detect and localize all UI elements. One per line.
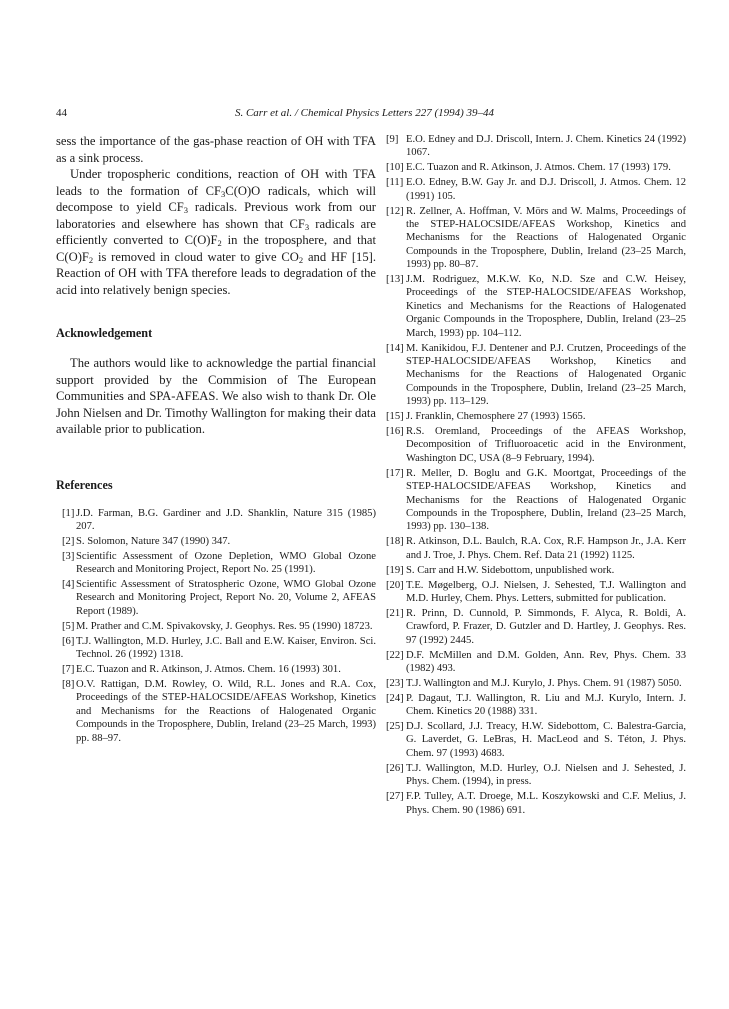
right-column: [386, 133, 686, 818]
reference-item: [24] P. Dagaut, T.J. Wallington, R. Liu and M.J. Kurylo, Intern. J. Chem. Kinetics 20 (1988) 331.: [386, 692, 686, 718]
acknowledgement-heading: Acknowledgement: [56, 326, 153, 340]
reference-list-right: [386, 133, 686, 817]
reference-item: [15] J. Franklin, Chemosphere 27 (1993) 1565.: [386, 411, 586, 423]
reference-item: [10] E.C. Tuazon and R. Atkinson, J. Atmos. Chem. 17 (1993) 179.: [386, 162, 671, 174]
reference-item: [23] T.J. Wallington and M.J. Kurylo, J. Phys. Chem. 91 (1987) 5050.: [386, 677, 682, 689]
body-paragraph-1: sess the importance of the gas-phase reaction of OH with TFA as a sink process.: [56, 134, 376, 165]
reference-item: [9] E.O. Edney and D.J. Driscoll, Intern. J. Chem. Kinetics 24 (1992) 1067.: [386, 134, 686, 159]
reference-item: [4] Scientific Assessment of Stratospheric Ozone, WMO Global Ozone Research and Monitoring Project, Report No. 20, Volume 2, AFEAS Report (1989).: [62, 579, 376, 617]
reference-item: [17] R. Meller, D. Boglu and G.K. Moortgat, Proceedings of the STEP-HALOCSIDE/AFEAS Workshop, Kinetics and Mechanisms for the Reactions of Halogenated Organic Compounds in the Troposphere, Dublin, Ireland (23–25 March, 1993) pp. 130–138.: [386, 467, 686, 533]
reference-item: [25] D.J. Scollard, J.J. Treacy, H.W. Sidebottom, C. Balestra-Garcia, G. Laverdet, G. LeBras, H. MacLeod and S. Téton, J. Phys. Chem. 97 (1993) 4683.: [386, 721, 686, 759]
reference-item: [14] M. Kanikidou, F.J. Dentener and P.J. Crutzen, Proceedings of the STEP-HALOCSIDE/AFEAS Workshop, Kinetics and Mechanisms for the Reactions of Halogenated Organic Compounds in the Troposphere, Dublin, Ireland (23–25 March, 1993) pp. 113–129.: [386, 342, 686, 408]
reference-item: [18] R. Atkinson, D.L. Baulch, R.A. Cox, R.F. Hampson Jr., J.A. Kerr and J. Troe, J. Phys. Chem. Ref. Data 21 (1992) 1125.: [386, 536, 686, 561]
reference-item: [3] Scientific Assessment of Ozone Depletion, WMO Global Ozone Research and Monitoring Project, Report No. 25 (1991).: [62, 550, 376, 576]
reference-item: [8] O.V. Rattigan, D.M. Rowley, O. Wild, R.L. Jones and R.A. Cox, Proceedings of the STEP-HALOCSIDE/AFEAS Workshop, Kinetics and Mechanisms for the Reactions of Halogenated Organic Compounds in the Troposphere, Dublin, Ireland (23–25 March, 1993) pp. 88–97.: [62, 678, 376, 744]
page-number: 44: [56, 107, 67, 119]
reference-item: [27] F.P. Tulley, A.T. Droege, M.L. Koszykowski and C.F. Melius, J. Phys. Chem. 90 (1986) 691.: [386, 791, 686, 816]
reference-item: [26] T.J. Wallington, M.D. Hurley, O.J. Nielsen and J. Sehested, J. Phys. Chem. (1994), in press.: [386, 762, 686, 788]
references-heading: References: [56, 477, 113, 492]
reference-item: [20] T.E. Møgelberg, O.J. Nielsen, J. Sehested, T.J. Wallington and M.D. Hurley, Chem. Phys. Letters, submitted for publication.: [386, 579, 686, 604]
reference-item: [6] T.J. Wallington, M.D. Hurley, J.C. Ball and E.W. Kaiser, Environ. Sci. Technol. 26 (1992) 1318.: [62, 635, 376, 661]
body-paragraph-2: Under tropospheric conditions, reaction of OH with TFA leads to the formation of $CF_3C(O)O$ radicals, which will decompose to yield $CF_3$ radicals. Previous work from our laboratories and elsewhere has shown that $CF_3$ radicals are efficiently converted to $C(O)F_2$ in the troposphere, and that $C(O)F_2$ is removed in cloud water to give $CO_2$ and HF [15]. Reaction of OH with TFA therefore leads to degradation of the acid into relatively benign species.: [56, 167, 377, 297]
reference-item: [16] R.S. Oremland, Proceedings of the AFEAS Workshop, Decomposition of Trifluoroacetic acid in the Environment, Washington DC, USA (8–9 February, 1994).: [386, 426, 686, 464]
acknowledgement-text: The authors would like to acknowledge the partial financial support provided by the Commision of The European Communities and SPA-AFEAS. We also wish to thank Dr. Ole John Nielsen and Dr. Timothy Wallington for making their data available prior to publication.: [56, 356, 376, 436]
running-head: S. Carr et al. / Chemical Physics Letters 227 (1994) 39–44: [234, 107, 495, 119]
reference-item: [19] S. Carr and H.W. Sidebottom, unpublished work.: [386, 564, 615, 576]
reference-item: [5] M. Prather and C.M. Spivakovsky, J. Geophys. Res. 95 (1990) 18723.: [62, 620, 373, 632]
reference-item: [21] R. Prinn, D. Cunnold, P. Simmonds, F. Alyca, R. Boldi, A. Crawford, P. Frazer, D. Gutzler and D. Hartley, J. Geophys. Res. 97 (1992) 2445.: [386, 607, 686, 646]
left-column: [56, 133, 376, 746]
reference-item: [12] R. Zellner, A. Hoffman, V. Mörs and W. Malms, Proceedings of the STEP-HALOCSIDE/AFEAS Workshop, Kinetics and Mechanisms for the Reactions of Halogenated Organic Compounds in the Troposphere, Dublin, Ireland (23–25 March, 1993) pp. 80–87.: [386, 205, 686, 271]
reference-item: [22] D.F. McMillen and D.M. Golden, Ann. Rev, Phys. Chem. 33 (1982) 493.: [386, 649, 686, 674]
reference-item: [1] J.D. Farman, B.G. Gardiner and J.D. Shanklin, Nature 315 (1985) 207.: [62, 507, 376, 532]
reference-item: [2] S. Solomon, Nature 347 (1990) 347.: [62, 535, 231, 547]
reference-item: [11] E.O. Edney, B.W. Gay Jr. and D.J. Driscoll, J. Atmos. Chem. 12 (1991) 105.: [386, 177, 686, 202]
reference-item: [13] J.M. Rodriguez, M.K.W. Ko, N.D. Sze and C.W. Heisey, Proceedings of the STEP-HALOCSIDE/AFEAS Workshop, Kinetics and Mechanisms for the Reactions of Halogenated Organic Compounds in the Troposphere, Dublin, Ireland (23–25 March, 1993) pp. 104–112.: [386, 274, 686, 339]
reference-item: [7] E.C. Tuazon and R. Atkinson, J. Atmos. Chem. 16 (1993) 301.: [62, 663, 341, 675]
reference-list-left: [56, 507, 376, 745]
